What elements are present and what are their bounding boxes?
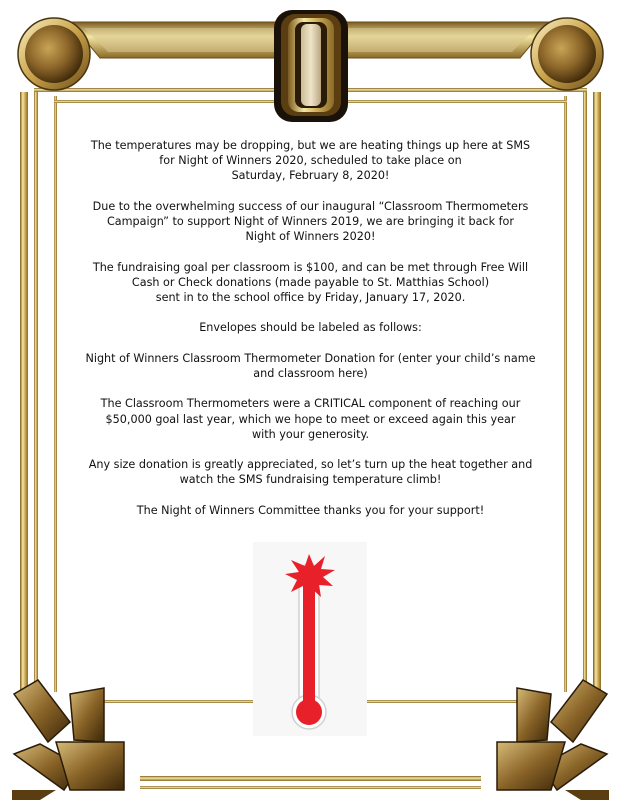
- letter-paragraph: [78, 138, 543, 184]
- letter-paragraph: [78, 503, 543, 518]
- letter-line: $50,000 goal last year, which we hope to meet or exceed again this year: [105, 412, 516, 426]
- letter-paragraph: [78, 199, 543, 245]
- bottom-left-fan-ornament: [12, 680, 124, 800]
- thermometer-illustration: [253, 542, 367, 736]
- letter-line: Campaign” to support Night of Winners 2019, we are bringing it back for: [106, 215, 515, 228]
- letter-line: The fundraising goal per classroom is $100, and can be met through Free Will: [92, 260, 529, 274]
- letter-paragraph: [78, 351, 543, 381]
- letter-line: Saturday, February 8, 2020!: [231, 169, 390, 183]
- letter-line: and classroom here): [253, 366, 368, 380]
- letter-line: Any size donation is greatly appreciated, so let’s turn up the heat together and: [88, 458, 533, 472]
- letter-line: watch the SMS fundraising temperature climb!: [179, 473, 442, 487]
- center-pillar-ornament: [274, 10, 348, 122]
- letter-line: for Night of Winners 2020, scheduled to take place on: [159, 154, 462, 168]
- letter-line: with your generosity.: [251, 427, 370, 441]
- thermometer-graphic: [285, 554, 335, 729]
- top-right-orb: [531, 18, 603, 90]
- letter-line: Due to the overwhelming success of our inaugural “Classroom Thermometers: [92, 199, 529, 213]
- letter-paragraph: [78, 260, 543, 306]
- letter-body: [78, 138, 543, 533]
- letter-line: sent in to the school office by Friday, January 17, 2020.: [155, 291, 466, 304]
- letter-paragraph: [78, 396, 543, 442]
- left-border-rails: [20, 88, 57, 706]
- thermometer-bulb: [296, 699, 322, 725]
- letter-line: Night of Winners Classroom Thermometer Donation for (enter your child’s name: [85, 351, 536, 365]
- letter-line: Envelopes should be labeled as follows:: [199, 321, 422, 335]
- bottom-right-fan-ornament: [497, 680, 609, 800]
- letter-paragraph: [78, 457, 543, 487]
- letter-line: The Night of Winners Committee thanks you for your support!: [136, 503, 485, 517]
- top-left-orb: [18, 18, 90, 90]
- letter-line: Cash or Check donations (made payable to St. Matthias School): [131, 275, 490, 289]
- right-border-rails: [564, 88, 601, 706]
- letter-paragraph: [78, 320, 543, 335]
- letter-line: The temperatures may be dropping, but we are heating things up here at SMS: [90, 139, 531, 152]
- letter-line: The Classroom Thermometers were a CRITICAL component of reaching our: [100, 397, 521, 411]
- letter-line: Night of Winners 2020!: [245, 230, 376, 244]
